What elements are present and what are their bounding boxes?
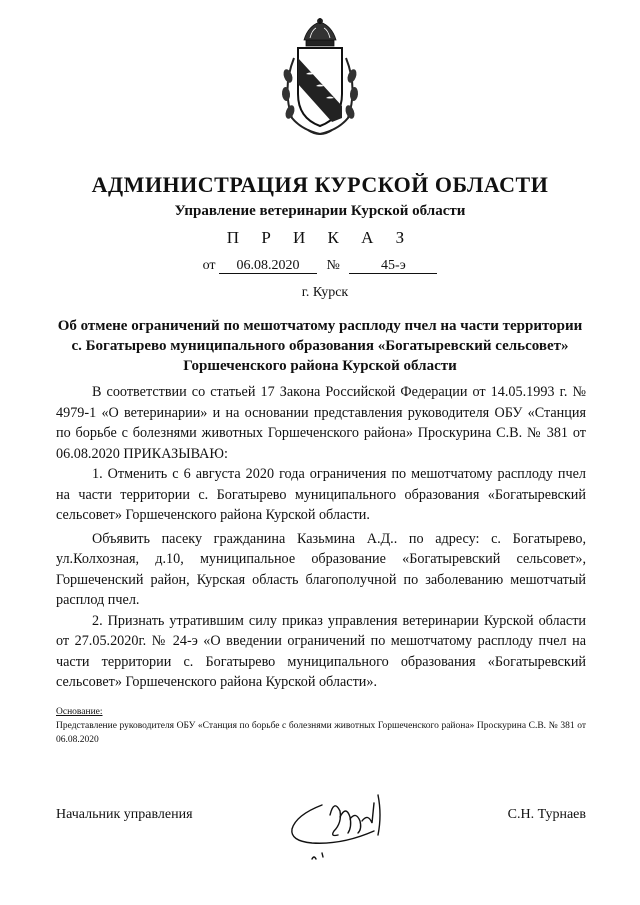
date-prefix: от [202,258,216,273]
basis-section [56,705,586,747]
basis-text: Представление руководителя ОБУ «Станция по борьбе с болезнями животных Горшеченского района» Проскурина С.В. № 381 от 06.08.2020 [56,721,586,745]
order-subject [0,316,640,376]
subject-line: с. Богатырево муниципального образования «Богатыревский сельсовет» [71,338,569,354]
organization-title: АДМИНИСТРАЦИЯ КУРСКОЙ ОБЛАСТИ [91,172,549,197]
item-1-paragraph: 1. Отменить с 6 августа 2020 года ограничения по мешотчатому расплоду пчел на части территории с. Богатырево муниципального образования «Богатыревский сельсовет» Горшеченского района Курской области. [56,466,586,523]
document-type: П Р И К А З [226,228,414,247]
subject-line: Горшеченского района Курской области [183,358,457,374]
signatory-name: С.Н. Турнаев [507,807,586,822]
order-date-number-line [0,258,640,274]
coat-of-arms-icon [272,18,368,138]
organization-subtitle: Управление ветеринарии Курской области [174,203,466,219]
handwritten-signature [282,775,402,875]
basis-header: Основание: [56,707,103,717]
subject-line: Об отмене ограничений по мешотчатому расплоду пчел на части территории [57,318,583,334]
item-1b-paragraph: Объявить пасеку гражданина Казьмина А.Д.. по адресу: с. Богатырево, ул.Колхозная, д.10, муниципальное образование «Богатыревский сельсовет», Горшеченский район, Курская область благополучной по заболеванию мешотчатый расплод пчел. [56,530,586,608]
number-prefix: № [326,258,340,273]
signatory-title: Начальник управления [56,807,193,822]
preamble-paragraph: В соответствии со статьей 17 Закона Российской Федерации от 14.05.1993 г. № 4979-1 «О ветеринарии» и на основании представления руководителя ОБУ «Станция по борьбе с болезнями животных Горшеченского района» Проскурина С.В. № 381 от 06.08.2020 ПРИКАЗЫВАЮ: [56,384,586,462]
order-date: 06.08.2020 [219,258,317,274]
city: г. Курск [301,285,349,300]
item-2-paragraph: 2. Признать утратившим силу приказ управления ветеринарии Курской области от 27.05.2020г. № 24-э «О введении ограничений по мешотчатому расплоду пчел на части территории с. Богатырево муниципального образования «Богатыревский сельсовет» Горшеченского района Курской области». [56,612,586,690]
order-body [56,382,586,693]
order-number: 45-э [349,258,437,274]
